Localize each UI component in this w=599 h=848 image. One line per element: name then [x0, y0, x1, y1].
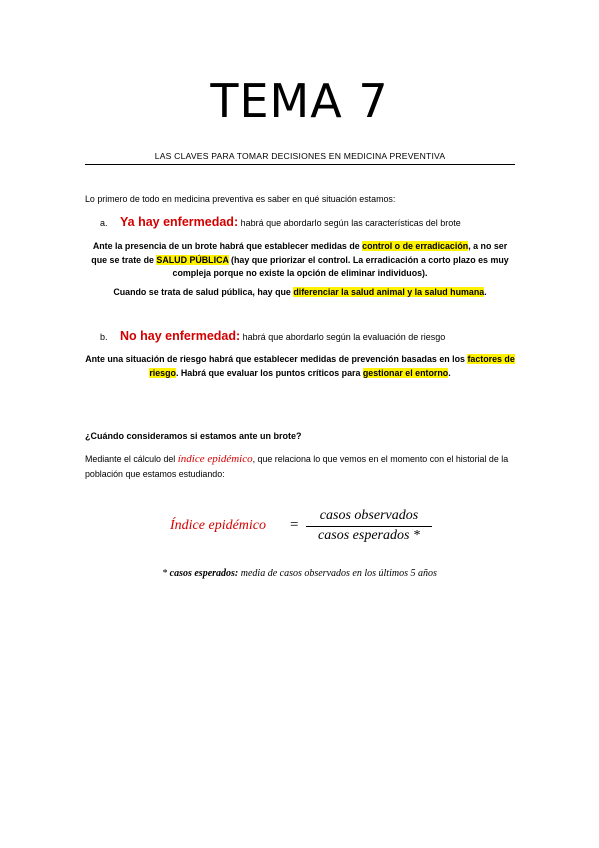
item-a-heading: Ya hay enfermedad: [120, 215, 239, 229]
text-segment: Cuando se trata de salud pública, hay que [113, 287, 294, 297]
page-subtitle: LAS CLAVES PARA TOMAR DECISIONES EN MEDICINA PREVENTIVA [154, 151, 446, 161]
formula-lhs: Índice epidémico [170, 518, 267, 533]
list-item-b [100, 329, 520, 344]
footnote-term: casos esperados: [169, 568, 239, 579]
highlight-salud-animal-humana: diferenciar la salud animal y la salud humana [293, 287, 485, 297]
fraction-bar [306, 526, 432, 527]
text-segment: (hay que priorizar el control. La erradicación a corto plazo es muy compleja porque no existe la opción de eliminar individuos). [172, 254, 509, 278]
text-segment: . [484, 287, 487, 297]
item-a-text: habrá que abordarlo según las características del brote [238, 218, 461, 228]
footnote-marker: * [162, 568, 170, 579]
title-divider [85, 164, 515, 165]
formula-equals: = [290, 517, 299, 533]
text-segment: Mediante el cálculo del [85, 454, 178, 464]
footnote-text: media de casos observados en los últimos 5 años [238, 568, 437, 579]
formula-denominator: casos esperados * [318, 528, 420, 543]
text-segment: , a no ser que se trate de [91, 241, 508, 265]
footnote [0, 568, 599, 579]
page-title: TEMA 7 [210, 74, 389, 128]
text-segment: Ante la presencia de un brote habrá que establecer medidas de [92, 241, 363, 251]
risk-paragraph [85, 353, 515, 380]
item-b-heading: No hay enfermedad: [120, 329, 241, 343]
text-segment: Ante una situación de riesgo habrá que establecer medidas de prevención basadas en los [85, 354, 468, 364]
item-b-text: habrá que abordarlo según la evaluación de riesgo [240, 332, 446, 342]
calc-paragraph [85, 452, 515, 482]
list-marker-a: a. [100, 218, 108, 228]
epidemic-index-formula [170, 508, 440, 548]
highlight-salud-publica: SALUD PÚBLICA [156, 254, 229, 265]
text-segment: . Habrá que evaluar los puntos críticos para [175, 367, 363, 378]
highlight-factores-riesgo: factores de riesgo [149, 354, 515, 378]
text-segment: , que relaciona lo que vemos en el momento con el historial de la población que estamos estudiando: [85, 454, 509, 479]
indice-epidemico-term: índice epidémico [177, 453, 253, 465]
public-health-paragraph [85, 286, 515, 300]
intro-paragraph: Lo primero de todo en medicina preventiva es saber en qué situación estamos: [85, 194, 396, 204]
list-marker-b: b. [100, 332, 108, 342]
text-segment: . [448, 367, 451, 378]
list-item-a [100, 215, 520, 230]
highlight-control-erradicacion: control o de erradicación [362, 241, 469, 251]
formula-numerator: casos observados [319, 508, 419, 523]
outbreak-paragraph [85, 240, 515, 281]
section-question: ¿Cuándo consideramos si estamos ante un brote? [85, 431, 302, 441]
highlight-gestionar-entorno: gestionar el entorno [362, 367, 449, 378]
